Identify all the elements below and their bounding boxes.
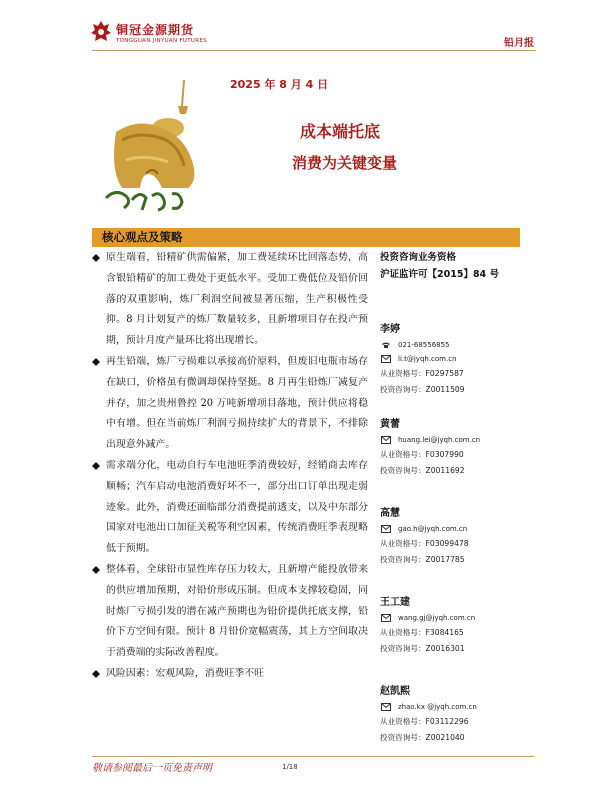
- email-icon: [381, 614, 391, 622]
- bullet-item: [90, 560, 368, 664]
- analyst-name: 李婷: [380, 324, 400, 335]
- analyst-card: [380, 506, 530, 567]
- diamond-bullet-icon: [92, 254, 100, 262]
- email-icon: [381, 525, 391, 533]
- email-icon: [381, 355, 391, 363]
- page-number: 1/18: [282, 763, 298, 771]
- diamond-bullet-icon: [92, 566, 100, 574]
- diamond-bullet-icon: [92, 358, 100, 366]
- bullet-item: [90, 664, 368, 685]
- analyst-name: 赵凯熙: [380, 686, 410, 697]
- bullet-text: 再生铅端，炼厂亏损难以承接高价原料，但废旧电瓶市场存在缺口，价格虽有微调却保持坚挺。8 月再生铅炼厂减复产并存，加之贵州鲁控 20 万吨新增项目落地，预计供应将稳中有增。但在当前炼厂利润亏损持续扩大的背景下，不排除出现意外减产。: [106, 355, 368, 451]
- bullet-item: [90, 456, 368, 560]
- bullet-text: 整体看，全球铅市显性库存压力较大，且新增产能投放带来的供应增加预期，对铅价形成压制。但成本支撑较稳固，同时炼厂亏损引发的潜在减产预期也为铅价提供托底支撑，铅价下方空间有限。预计 8 月铅价宽幅震荡，其上方空间取决于消费端的实际改善程度。: [106, 563, 368, 659]
- key-points: [90, 248, 368, 685]
- qualification-line1: 投资咨询业务资格: [380, 252, 457, 263]
- diamond-bullet-icon: [92, 670, 100, 678]
- analyst-email[interactable]: huang.lei@jyqh.com.cn: [380, 433, 530, 447]
- analyst-consult-no: 投资咨询号：Z0021040: [380, 732, 465, 742]
- bullet-text: 风险因素：宏观风险，消费旺季不旺: [106, 667, 265, 679]
- analyst-card: [380, 595, 530, 656]
- bullet-text: 需求端分化，电动自行车电池旺季消费较好，经销商去库存顺畅；汽车启动电池消费好坏不一，部分出口订单出现走弱迹象。此外，消费还面临部分消费提前透支，以及中东部分国家对电池出口加征关税等利空因素，传统消费旺季表现略低于预期。: [106, 459, 368, 555]
- analyst-practice-no: 从业资格号：F03099478: [380, 539, 469, 548]
- analyst-email[interactable]: wang.gj@jyqh.com.cn: [380, 611, 530, 625]
- analyst-email[interactable]: gao.h@jyqh.com.cn: [380, 522, 530, 536]
- analyst-card: [380, 417, 530, 478]
- analyst-practice-no: 从业资格号：F3084165: [380, 628, 464, 637]
- analyst-consult-no: 投资咨询号：Z0016301: [380, 643, 465, 653]
- analyst-card: [380, 684, 530, 745]
- section-heading: 核心观点及策略: [102, 230, 183, 244]
- phone-icon: [381, 341, 391, 349]
- report-type: 铅月报: [504, 38, 534, 49]
- analyst-name: 高慧: [380, 508, 400, 519]
- disclaimer-note: 敬请参阅最后一页免责声明: [92, 763, 212, 774]
- analyst-name: 黄蕾: [380, 419, 400, 430]
- analyst-consult-no: 投资咨询号：Z0011692: [380, 465, 465, 475]
- bullet-item: [90, 248, 368, 352]
- analyst-consult-no: 投资咨询号：Z0017785: [380, 554, 465, 564]
- analyst-practice-no: 从业资格号：F0307990: [380, 450, 464, 459]
- email-icon: [381, 436, 391, 444]
- banner-underline: [92, 246, 520, 247]
- analyst-email[interactable]: zhao.kx @jyqh.com.cn: [380, 700, 530, 714]
- company-logo: [90, 18, 230, 50]
- analyst-name: 王工建: [380, 597, 410, 608]
- email-icon: [381, 703, 391, 711]
- header-divider: [92, 50, 536, 51]
- company-name-en: TONGGUAN JINYUAN FUTURES: [116, 38, 207, 44]
- analyst-card: [380, 322, 530, 397]
- analyst-panel: [380, 248, 530, 745]
- analyst-email[interactable]: li.t@jyqh.com.cn: [380, 352, 530, 366]
- analyst-phone: 021-68556855: [380, 338, 530, 352]
- report-date: 2025 年 8 月 4 日: [230, 78, 329, 91]
- report-title: 成本端托底: [300, 122, 381, 141]
- report-subtitle: 消费为关键变量: [292, 154, 398, 172]
- qualification-line2: 沪证监许可【2015】84 号: [380, 269, 499, 280]
- bullet-item: [90, 352, 368, 456]
- bullet-text: 原生端看，铅精矿供需偏紧，加工费延续环比回落态势，高含银铅精矿的加工费处于更低水平。受加工费低位及铅价回落的双重影响，炼厂利润空间被显著压缩，生产积极性受抑。8 月计划复产的炼厂数量较多，且新增项目存在投产预期，预计月度产量环比将出现增长。: [106, 252, 368, 347]
- footer-divider: [92, 756, 534, 757]
- analyst-practice-no: 从业资格号：F03112296: [380, 717, 469, 726]
- section-banner: [92, 228, 520, 246]
- helmet-emblem-icon: [96, 70, 216, 220]
- diamond-bullet-icon: [92, 462, 100, 470]
- company-name-cn: 铜冠金源期货: [116, 23, 195, 37]
- analyst-consult-no: 投资咨询号：Z0011509: [380, 384, 465, 394]
- analyst-practice-no: 从业资格号：F0297587: [380, 369, 464, 378]
- logo-mark-icon: [90, 20, 112, 46]
